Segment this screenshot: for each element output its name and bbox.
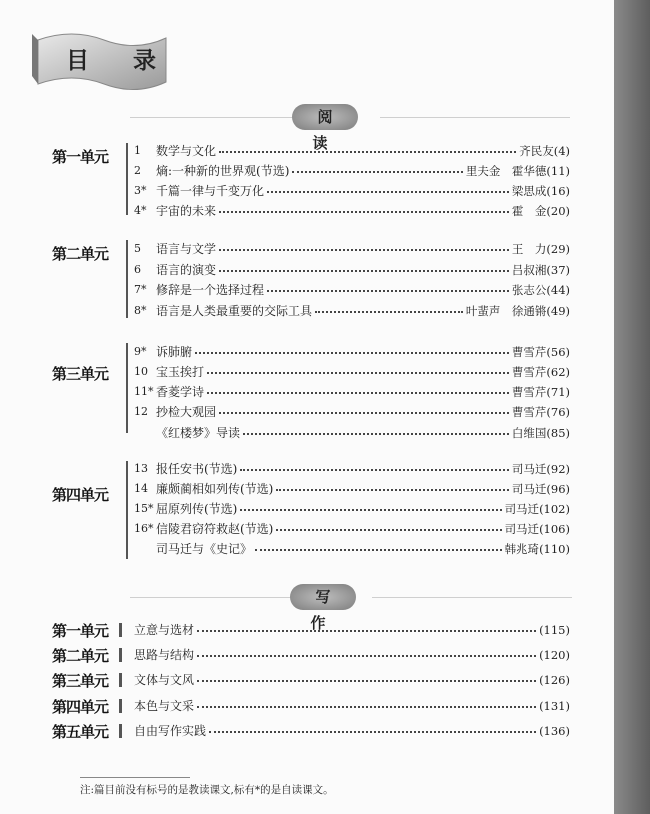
- entry-title: 熵:一种新的世界观(节选): [156, 164, 290, 178]
- toc-entry[interactable]: [134, 697, 570, 715]
- leader-dots: [207, 383, 509, 394]
- entry-page: (29): [546, 242, 570, 256]
- toc-entry[interactable]: 9* 诉肺腑 曹雪芹 (56): [134, 345, 570, 359]
- leader-dots: [243, 424, 509, 435]
- entry-author: 吕叔湘: [511, 263, 547, 277]
- entry-title: 本色与文采: [134, 699, 195, 713]
- entry-title: 文体与文风: [134, 673, 195, 687]
- divider: [372, 597, 572, 598]
- entry-title: 信陵君窃符救赵(节选): [156, 522, 274, 536]
- unit-label: 第一单元: [52, 622, 109, 640]
- unit-bar: [126, 343, 128, 433]
- leader-dots: [276, 520, 501, 531]
- unit-bar: [119, 648, 122, 662]
- toc-entry[interactable]: 7* 修辞是一个选择过程 张志公 (44): [134, 283, 570, 297]
- leader-dots: [315, 302, 463, 313]
- footnote-rule: [80, 777, 190, 778]
- leader-dots: [207, 363, 509, 374]
- entry-author: 司马迁: [511, 462, 547, 476]
- entry-author: 曹雪芹: [511, 405, 547, 419]
- entry-title: 报任安书(节选): [156, 462, 238, 476]
- toc-entry[interactable]: [134, 671, 570, 689]
- unit-label: 第一单元: [52, 148, 109, 166]
- unit-bar: [119, 673, 122, 687]
- entry-page: (37): [546, 263, 570, 277]
- entry-page: (136): [539, 724, 570, 738]
- entry-author: 张志公: [511, 283, 547, 297]
- entry-page: (44): [546, 283, 570, 297]
- entry-title: 抄检大观园: [156, 405, 217, 419]
- toc-entry[interactable]: 6 语言的演变 吕叔湘 (37): [134, 263, 570, 277]
- entry-title: 千篇一律与千变万化: [156, 184, 265, 198]
- toc-entry[interactable]: [134, 621, 570, 639]
- toc-entry[interactable]: [134, 540, 570, 558]
- entry-page: (11): [546, 164, 570, 178]
- entry-page: (16): [546, 184, 570, 198]
- entry-page: (62): [546, 365, 570, 379]
- entry-page: (96): [546, 482, 570, 496]
- entry-page: (71): [546, 385, 570, 399]
- toc-entry[interactable]: 8* 语言是人类最重要的交际工具 叶蜚声 徐通锵 (49): [134, 304, 570, 318]
- entry-author: 韩兆琦: [504, 542, 540, 556]
- unit-bar: [119, 699, 122, 713]
- toc-entry[interactable]: 14 廉颇蔺相如列传(节选) 司马迁 (96): [134, 482, 570, 496]
- leader-dots: [197, 671, 536, 682]
- unit-label: 第二单元: [52, 647, 109, 665]
- unit-bar: [126, 143, 128, 215]
- toc-entry[interactable]: 1 数学与文化 齐民友 (4): [134, 144, 570, 158]
- leader-dots: [240, 460, 509, 471]
- entry-author: 霍 金: [511, 204, 547, 218]
- unit-label: 第四单元: [52, 698, 109, 716]
- toc-entry[interactable]: 12 抄检大观园 曹雪芹 (76): [134, 405, 570, 419]
- entry-title: 思路与结构: [134, 648, 195, 662]
- leader-dots: [219, 202, 509, 213]
- entry-title: 香菱学诗: [156, 385, 205, 399]
- entry-title: 屈原列传(节选): [156, 502, 238, 516]
- unit-bar: [126, 240, 128, 318]
- unit-label: 第五单元: [52, 723, 109, 741]
- unit-label: 第四单元: [52, 486, 109, 504]
- entry-author: 王 力: [511, 242, 547, 256]
- toc-entry[interactable]: [134, 722, 570, 740]
- entry-title: 司马迁与《史记》: [156, 542, 253, 556]
- entry-page: (76): [546, 405, 570, 419]
- toc-entry[interactable]: 13 报任安书(节选) 司马迁 (92): [134, 462, 570, 476]
- divider: [130, 597, 310, 598]
- leader-dots: [267, 281, 509, 292]
- toc-entry[interactable]: 16* 信陵君窃符救赵(节选) 司马迁 (106): [134, 522, 570, 536]
- entry-page: (49): [546, 304, 570, 318]
- page-title: 目 录: [66, 48, 175, 74]
- entry-page: (110): [539, 542, 570, 556]
- leader-dots: [197, 697, 536, 708]
- entry-title: 数学与文化: [156, 144, 217, 158]
- entry-author: 司马迁: [504, 522, 540, 536]
- leader-dots: [197, 646, 536, 657]
- toc-entry[interactable]: 11* 香菱学诗 曹雪芹 (71): [134, 385, 570, 399]
- entry-author: 里夫金 霍华德: [465, 164, 547, 178]
- toc-entry[interactable]: 3* 千篇一律与千变万化 梁思成 (16): [134, 184, 570, 198]
- toc-entry[interactable]: 2 熵:一种新的世界观(节选) 里夫金 霍华德 (11): [134, 164, 570, 178]
- entry-title: 自由写作实践: [134, 724, 207, 738]
- entry-page: (102): [539, 502, 570, 516]
- entry-author: 曹雪芹: [511, 365, 547, 379]
- section-writing-label: 写 作: [290, 584, 356, 610]
- entry-author: 司马迁: [511, 482, 547, 496]
- entry-author: 司马迁: [504, 502, 540, 516]
- entry-page: (131): [539, 699, 570, 713]
- toc-entry[interactable]: 15* 屈原列传(节选) 司马迁 (102): [134, 502, 570, 516]
- unit-label: 第二单元: [52, 245, 109, 263]
- entry-author: 曹雪芹: [511, 385, 547, 399]
- unit-bar: [126, 461, 128, 559]
- toc-entry[interactable]: 4* 宇宙的未来 霍 金 (20): [134, 204, 570, 218]
- entry-title: 宇宙的未来: [156, 204, 217, 218]
- entry-page: (85): [546, 426, 570, 440]
- entry-title: 语言与文学: [156, 242, 217, 256]
- toc-entry[interactable]: [134, 646, 570, 664]
- entry-title: 《红楼梦》导读: [156, 426, 241, 440]
- entry-page: (126): [539, 673, 570, 687]
- toc-entry[interactable]: 10 宝玉挨打 曹雪芹 (62): [134, 365, 570, 379]
- leader-dots: [240, 500, 501, 511]
- entry-page: (115): [539, 623, 570, 637]
- entry-title: 语言的演变: [156, 263, 217, 277]
- entry-title: 诉肺腑: [156, 345, 193, 359]
- entry-page: (20): [546, 204, 570, 218]
- unit-bar: [119, 724, 122, 738]
- entry-page: (56): [546, 345, 570, 359]
- footnote: 注:篇目前没有标号的是教读课文,标有*的是自读课文。: [80, 784, 334, 796]
- leader-dots: [292, 162, 462, 173]
- toc-entry[interactable]: 5 语言与文学 王 力 (29): [134, 242, 570, 256]
- leader-dots: [219, 142, 516, 153]
- leader-dots: [255, 540, 502, 551]
- toc-entry[interactable]: [134, 424, 570, 442]
- entry-author: 齐民友: [519, 144, 554, 158]
- entry-page: (106): [539, 522, 570, 536]
- entry-title: 宝玉挨打: [156, 365, 205, 379]
- leader-dots: [195, 343, 509, 354]
- leader-dots: [197, 621, 536, 632]
- entry-title: 语言是人类最重要的交际工具: [156, 304, 313, 318]
- entry-author: 叶蜚声 徐通锵: [465, 304, 547, 318]
- entry-page: (4): [553, 144, 570, 158]
- section-reading-label: 阅 读: [292, 104, 358, 130]
- unit-label: 第三单元: [52, 365, 109, 383]
- leader-dots: [267, 182, 509, 193]
- divider: [380, 117, 570, 118]
- leader-dots: [276, 480, 509, 491]
- entry-page: (120): [539, 648, 570, 662]
- page-edge-shadow: [614, 0, 650, 814]
- unit-bar: [119, 623, 122, 637]
- entry-title: 修辞是一个选择过程: [156, 283, 265, 297]
- leader-dots: [219, 403, 509, 414]
- entry-title: 廉颇蔺相如列传(节选): [156, 482, 274, 496]
- leader-dots: [219, 261, 509, 272]
- entry-author: 白维国: [511, 426, 547, 440]
- entry-title: 立意与选材: [134, 623, 195, 637]
- entry-page: (92): [546, 462, 570, 476]
- leader-dots: [219, 240, 509, 251]
- entry-author: 梁思成: [511, 184, 547, 198]
- leader-dots: [209, 722, 536, 733]
- entry-author: 曹雪芹: [511, 345, 547, 359]
- unit-label: 第三单元: [52, 672, 109, 690]
